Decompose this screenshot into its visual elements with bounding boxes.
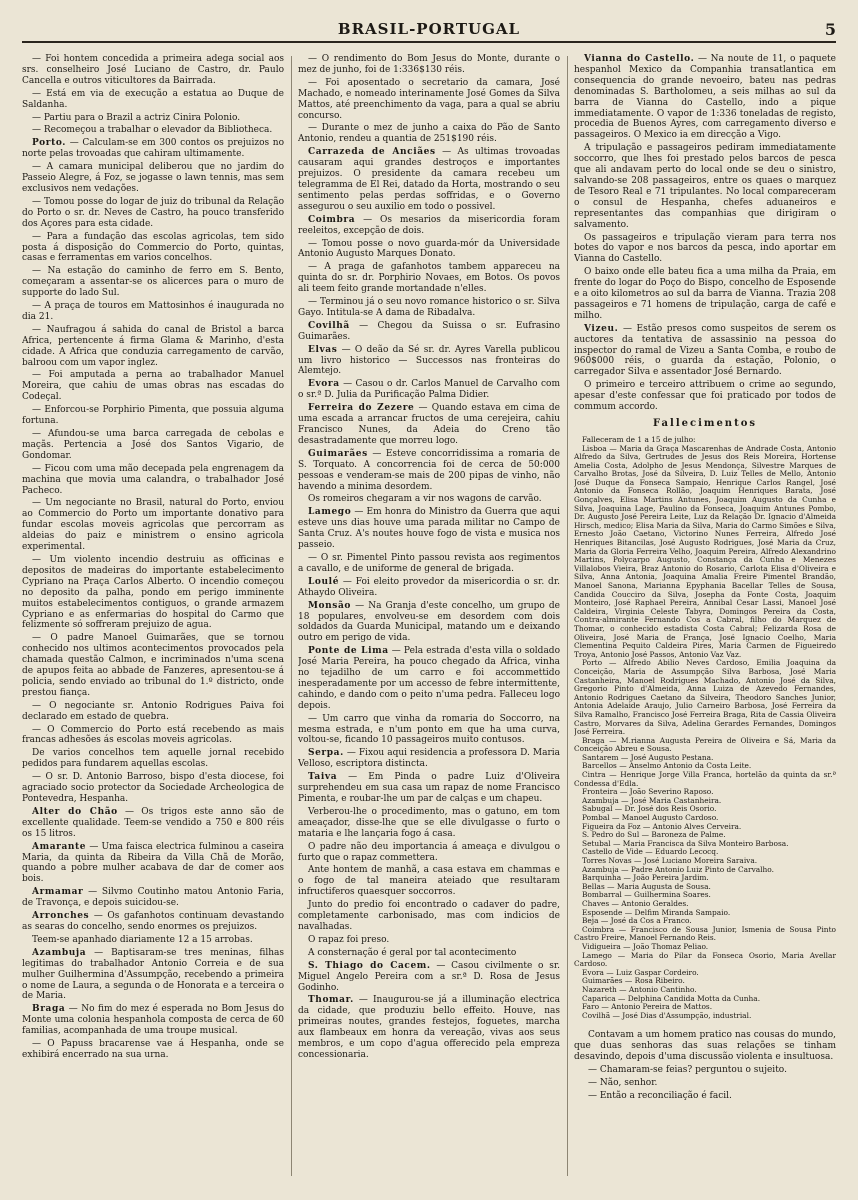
paragraph-text: — A praga de gafanhotos tambem appareceu na quinta do sr. dr. Porphirio Novaes, em Botos. Os povos ali teem feito grande mortandade n'elles.: [298, 262, 560, 295]
place-heading: Lamego: [308, 507, 352, 518]
paragraph-text: De varios concelhos tem aquelle jornal recebido pedidos para fundarem aquellas escolas.: [22, 748, 284, 770]
paragraph-text: — Na estação do caminho de ferro em S. Bento, começaram a assentar-se os alicerces para o muro de supporte do lado Sul.: [22, 266, 284, 299]
news-paragraph: [22, 266, 284, 299]
news-paragraph: [574, 54, 836, 141]
news-paragraph: [22, 807, 284, 840]
obituary-entry: Fronteira — João Severino Raposo.: [582, 787, 714, 797]
obituary-entry: Vidigueira — João Thomaz Peliao.: [582, 941, 709, 951]
news-paragraph: [298, 865, 560, 898]
paragraph-text: — Um violento incendio destruiu as officinas e depositos de madeiras do importante estabelecimento Cypriano na Praça Carlos Alberto. O incendio começou no deposito da palha, pondo em perigo imminente muitos estabelecimentos contiguos, o grande armazem Cypriano e as enfermarias do hospital do Carmo que felizmente só soffreram prejuizo de agua.: [22, 554, 284, 631]
place-heading: Amarante: [32, 841, 87, 852]
paragraph-text: Verberou-lhe o procedimento, mas o gatuno, em tom ameaçador, disse-lhe que se elle divulgasse o furto o mataria e lhe lançaria fogo á casa.: [298, 806, 560, 839]
news-paragraph: [22, 1039, 284, 1061]
news-paragraph: [22, 772, 284, 805]
paragraph-text: — Na noute de 11, o paquete hespanhol Mexico da Companhia transatlantica em consequencia do grande nevoeiro, bateu nas pedras denominadas S. Bartholomeu, a seis milhas ao sul da barra de Vianna do Castello, indo a pique immediatamente. O vapor de 1:336 toneladas de registo, procedia de Buenos Ayres, com carregamento diverso e passageiros. O Mexico ia em direcção a Vigo.: [574, 54, 836, 141]
paragraph-text: — Tomou posse do logar de juiz do tribunal da Relação do Porto o sr. dr. Neves de Castro, ha pouco transferido dos Açores para esta cidade.: [22, 196, 284, 229]
obituary-entry: Bellas — Maria Augusta de Sousa.: [582, 881, 711, 891]
paragraph-text: — A praça de touros em Mattosinhos é inaugurada no dia 21.: [22, 301, 284, 322]
obituary-entry: Barquinha — João Pereira Jardim.: [582, 873, 709, 883]
paragraph-text: Teem-se apanhado diariamente 12 a 15 arrobas.: [32, 934, 253, 945]
news-paragraph: [298, 215, 560, 237]
news-paragraph: [298, 239, 560, 261]
paragraph-text: O rapaz foi preso.: [308, 934, 390, 945]
paragraph-text: — Está em via de execução a estatua ao Duque de Saldanha.: [22, 88, 284, 110]
paragraph-text: — Para a fundação das escolas agricolas, tem sido posta á disposição do Commercio do Porto, quintas, casas e ferramentas em varios concelhos.: [22, 231, 284, 264]
paragraph-text: — O rendimento do Bom Jesus do Monte, durante o mez de junho, foi de 1:336$130 réis.: [298, 54, 560, 75]
paragraph-text: — Ficou com uma mão decepada pela engrenagem da machina que movia uma calandra, o trabalhador José Pacheco.: [22, 463, 284, 496]
paragraph-text: Os romeiros chegaram a vir nos wagons de carvão.: [308, 494, 542, 505]
paragraph-text: A tripulação e passageiros pediram immediatamente soccorro, que lhes foi prestado pelos barcos de pesca que ali andavam perto do local onde se deu o sinistro, salvando-se 208 passageiros, entre os quaes o marquez de Tesoro Real e 71 tripulantes. No local compareceram o consul de Hespanha, chefes aduaneiros e representantes das companhias que dirigiram o salvamento.: [574, 143, 836, 230]
paragraph-text: — Um negociante no Brasil, natural do Porto, enviou ao Commercio do Porto um importante donativo para fundar escolas moveis agricolas que percorram as aldeias do paiz e ministrem o ensino agricola experimental.: [22, 498, 284, 553]
place-heading: Coimbra: [308, 214, 356, 225]
obituary-entry: Coimbra — Francisco de Sousa Junior, Ismenia de Sousa Pinto Castro Freire, Manoel Fernando Reis.: [574, 924, 836, 943]
news-paragraph: [574, 380, 836, 413]
news-paragraph: [298, 403, 560, 447]
news-paragraph: [22, 842, 284, 886]
news-paragraph: [22, 464, 284, 497]
news-paragraph: [22, 887, 284, 909]
obituary-entry: Guimarães — Rosa Ribeiro.: [582, 976, 685, 986]
paragraph-text: O primeiro e terceiro attribuem o crime ao segundo, apesar d'este confessar que foi praticado por todos de commum accordo.: [574, 380, 836, 413]
paragraph-text: — O deão da Sé sr. dr. Ayres Varella publicou um livro historico — Successos nas fronteiras do Alemtejo.: [298, 344, 560, 377]
news-paragraph: [22, 370, 284, 403]
paragraph-text: — As ultimas trovoadas causaram aqui grandes destroços e importantes prejuizos. O presidente da camara recebeu um telegramma de El Rei, datado da Horta, mostrando o seu sentimento pelas perdas soffridas, e o Governo assegurou o seu auxilio em todo o possivel.: [298, 147, 560, 212]
place-heading: Vizeu.: [584, 323, 619, 334]
obituary-entry: Caparica — Delphina Candida Motta da Cunha.: [582, 993, 761, 1003]
paragraph-text: — O Commercio do Porto está recebendo as mais francas adhesões ás escolas moveis agricolas.: [22, 724, 284, 746]
obituary-entry: Pombal — Manoel Augusto Cardoso.: [582, 813, 719, 823]
paragraph-text: — Um carro que vinha da romaria do Soccorro, na mesma estrada, e n'um ponto em que ha uma curva, voltou-se, ficando 10 passageiros muito contusos.: [298, 713, 560, 746]
paragraph-text: — A camara municipal deliberou que no jardim do Passeio Alegre, á Foz, se jogasse o lawn tennis, mas sem exclusivos nem vedações.: [22, 162, 284, 194]
obituary-entry: Beja — José da Cos a Franco.: [582, 916, 692, 926]
obituary-entry: Nazareth — Antonio Cantinho.: [582, 984, 697, 994]
news-paragraph: [22, 125, 284, 136]
paragraph-text: Os passageiros e tripulação vieram para terra nos botes do vapor e nos barcos da pesca, indo aportar em Vianna do Castello.: [574, 232, 836, 265]
article-columns: [22, 54, 836, 1182]
paragraph-text: — O negociante sr. Antonio Rodrigues Paiva foi declarado em estado de quebra.: [22, 700, 284, 722]
paragraph-text: — Na Granja d'este concelho, um grupo de 18 populares, envolveu-se em desordem com dois soldados da Guarda Municipal, matando um e deixando outro em perigo de vida.: [298, 600, 560, 644]
obituary-entry: Sabugal — Dr. José dos Reis Osorio.: [582, 804, 717, 814]
obituary-entry: Barcellos — Anselmo Antonio da Costa Leite.: [582, 761, 752, 771]
news-paragraph: [22, 405, 284, 427]
news-paragraph: [298, 379, 560, 401]
news-paragraph: [298, 78, 560, 122]
obituary-entry: Bombarral — Guilhermina Soares.: [582, 890, 711, 900]
paragraph-text: — O sr. Pimentel Pinto passou revista aos regimentos a cavallo, e de uniforme de general de brigada.: [298, 552, 560, 574]
news-paragraph: [22, 54, 284, 87]
paragraph-text: — Foi aposentado o secretario da camara, José Machado, e nomeado interinamente José Gomes da Silva Mattos, até preenchimento da vaga, para a qual se abriu concurso.: [298, 77, 560, 121]
paragraph-text: — Pela estrada d'esta villa o soldado José Maria Pereira, ha pouco chegado da Africa, vinha no tejadilho de um carro e foi accommettido inesperadamente por um accesso de febre intermittente, cahindo, e dando com o peito n'uma pedra. Falleceu logo depois.: [298, 646, 560, 711]
obituary-entry: Setubal — Maria Francisca da Silva Monteiro Barbosa.: [582, 838, 789, 848]
paragraph-text: — Quando estava em cima de uma escada a arrancar fructos de uma cerejeira, cahiu Francisco Nunes, da Adeia do Creno tão desastradamente que morreu logo.: [298, 403, 560, 446]
news-paragraph: [298, 948, 560, 959]
place-heading: Monsão: [308, 600, 352, 611]
obituary-entry: Azambuja — José Maria Castanheira.: [582, 795, 722, 805]
obituary-entry: Porto — Alfredo Abilio Neves Cardoso, Emilia Joaquina da Conceição, Maria de Assumpção Silva Barbosa, José Maria Castanheira, Manoel Rodrigues Machado, Antonio José da Silva, Gregorio Pinto d'Almeida, Anna Luiza de Azevedo Fernandes, Antonio Rodrigues Caetano da Silveira, Theodoro Sanches Junior, Antonia Adelaide Araujo, Julio Carneiro Barbosa, José Ferreira da Silva Ramalho, Francisco José Ferreira Braga, Rita de Cassia Oliveira Castro, Morvares da Silva, Adelina Gerardes Fernandes, Domingos José Ferreira.: [574, 658, 836, 737]
obituary-entry: Covilhã — José Dias d'Assumpção, industrial.: [582, 1010, 752, 1020]
news-paragraph: [298, 449, 560, 493]
paragraph-text: A consternação é geral por tal acontecimento: [308, 947, 517, 958]
paragraph-text: — Baptisaram-se tres meninas, filhas legitimas do trabalhador Antonio Correia e de sua mulher Guilhermina d'Assumpção, recebendo a primeira o nome de Laura, a segunda o de Honorata e a terceira o de Maria.: [22, 947, 284, 1002]
paragraph-text: — Durante o mez de junho a caixa do Pão de Santo Antonio, rendeu a quantia de 251$190 réis.: [298, 123, 560, 145]
column-2: [298, 54, 560, 1182]
news-paragraph: [22, 89, 284, 111]
paragraph-text: — Partiu para o Brazil a actriz Cinira Polonio.: [32, 112, 241, 123]
obituary-entry: Lamego — Maria do Pilar da Fonseca Osorio, Maria Avellar Cardoso.: [574, 950, 836, 969]
obituary-entry: Santarem — José Augusto Pestana.: [582, 752, 714, 762]
place-heading: Braga: [32, 1004, 66, 1015]
obituary-entry: Torres Novas — José Luciano Moreira Saraiva.: [582, 856, 758, 865]
news-paragraph: [298, 961, 560, 994]
obituary-entry: S. Pedro do Sul — Baroneza de Palme.: [582, 830, 726, 840]
section-heading-fallecimentos: Fallecimentos: [652, 418, 757, 429]
paragraph-text: — O Papuss bracarense vae á Hespanha, onde se exhibirá encerrado na sua urna.: [22, 1039, 284, 1060]
news-paragraph: [22, 725, 284, 747]
news-paragraph: [298, 123, 560, 145]
anecdote-line: Contavam a um homem pratico nas cousas do mundo, que duas senhoras das suas relações se tinham desavindo, depois d'uma discussão violenta e insultuosa.: [574, 1030, 836, 1063]
place-heading: Ponte de Lima: [308, 646, 389, 657]
news-paragraph: [298, 748, 560, 770]
obituary-entry: Braga — M.rianna Augusta Pereira de Oliveira e Sá, Maria da Conceição Abreu e Sousa.: [574, 735, 836, 754]
place-heading: Porto.: [32, 138, 67, 149]
obituary-intro: Falleceram de 1 a 15 de julho:: [582, 434, 696, 444]
place-heading: Ferreira do Zezere: [308, 403, 415, 414]
paragraph-text: — O sr. D. Antonio Barroso, bispo d'esta diocese, foi agraciado socio protector da Sociedade Archeologica de Pontevedra, Hespanha.: [22, 772, 284, 804]
paragraph-text: — Fixou aqui residencia a professora D. Maria Velloso, escriptora distincta.: [298, 748, 560, 770]
news-paragraph: [298, 601, 560, 645]
paragraph-text: — Foi amputada a perna ao trabalhador Manuel Moreira, que cahiu de umas obras nas escadas do Codeçal.: [22, 370, 284, 403]
place-heading: Carrazeda de Anciães: [308, 147, 436, 158]
place-heading: Vianna do Castello.: [584, 54, 695, 64]
news-paragraph: [298, 507, 560, 551]
news-paragraph: [22, 633, 284, 698]
place-heading: Taiva: [308, 772, 338, 783]
anecdote: [574, 1030, 836, 1101]
paragraph-text: — Foi eleito provedor da misericordia o sr. dr. Athaydo Oliveira.: [298, 576, 560, 598]
paragraph-text: — Uma faisca electrica fulminou a caseira Maria, da quinta da Ribeira da Villa Chã de Morão, quando a pobre mulher acabava de dar de comer aos bois.: [22, 841, 284, 885]
news-paragraph: [298, 807, 560, 840]
paragraph-text: Junto do predio foi encontrado o cadaver do padre, completamente carbonisado, mas com indicios de navalhadas.: [298, 900, 560, 932]
place-heading: Guimarães: [308, 448, 368, 459]
news-paragraph: [574, 233, 836, 266]
paragraph-text: — Afundou-se uma barca carregada de cebolas e maçãs. Pertencia a José dos Santos Vigario, de Gondomar.: [22, 429, 284, 461]
paragraph-text: — Naufragou á sahida do canal de Bristol a barca Africa, pertencente á firma Glama & Marinho, d'esta cidade. A Africa que conduzia carregamento de carvão, balroou com um vapor inglez.: [22, 324, 284, 368]
place-heading: Elvas: [308, 344, 338, 355]
paragraph-text: — Terminou já o seu novo romance historico o sr. Silva Gayo. Intitula-se A dama de Ribadalva.: [298, 297, 560, 318]
obituary-list: [574, 436, 836, 1020]
paragraph-text: — Esteve concorridissima a romaria de S. Torquato. A concorrencia foi de cerca de 50:000 pessoas e venderam-se mais de 200 pipas de vinho, não havendo a minima desordem.: [298, 448, 560, 492]
obituary-entry: Chaves — Antonio Geraldes.: [582, 898, 689, 908]
news-paragraph: [22, 935, 284, 946]
obituary-entry: Lisboa — Maria da Graça Mascarenhas de Andrade Costa, Antonio Alfredo da Silva, Gertrudes de Jesus dos Reis Moreira, Hortense Amelia Costa, Adolpho de Jesus Mendonça, Silvestre Marques de Carvalho Brotas, José da Silveira, D. Luiz Telles de Mello, Antonio José Duque da Fonseca Sampaio, Henrique Carlos Rangel, José Antonio da Fonseca Rollão, Joaquim Henriques Barata, José Gonçalves, Elisa Martins Antunes, Joaquim Augusto da Cunha e Silva, Joaquina Lage, Paulino da Fonseca, Joaquim Antunes Pombo, Dr. Augusto José Pereira Leite, Luz da Relação Dr. Ignacio d'Almeida Hirsch, medico; Elisa Maria da Silva, Maria do Carmo Simões e Silva, Ernesto João Caetano, Victorino Nunes Ferreira, Alfredo José Henriques Bitancilas, José Augusto Rodrigues, José Maria da Cruz, Maria da Gloria Ferreira Velho, Joaquim Pereira, Alfredo Alexandrino Martins, Polycarpo Augusto, Constança da Cunha e Menezes Villalobos Vieira, Braz Antonio do Rosario, Carlota Elisa d'Oliveira e Silva, Anna Antonia, Joaquina Amalia Freire Pimentel Brandão, Manoel Sanona, Marianna Epyphania Bacellar Telles de Sousa, Candida Coucciro da Silva, Josepha da Fonte Costa, Joaquim Monteiro, José Raphael Pereira, Annibal Cesar Lassi, Manoel José Caldeira, Virginia Celeste Tabyra, Domingos Pereira da Costa, Contra-almirante Fernando Cos a Cabral, filho do Marquez de Thomar, o conhecido estadista Costa Cabral; Felizarda Rosa de Oliveira, José Maria de França, José Ignacio Coelho, Maria Clementina Pequito Caldeira Pires, Maria Carmen de Figueiredo Troya, Antonio José Passos, Antonio Vaz Vaz.: [574, 443, 836, 659]
news-paragraph: [22, 1004, 284, 1037]
header-rule: [22, 41, 836, 43]
news-paragraph: [298, 900, 560, 933]
paragraph-text: — Enforcou-se Porphirio Pimenta, que possuia alguma fortuna.: [22, 405, 284, 427]
news-paragraph: [22, 948, 284, 1003]
paragraph-text: — Recomeçou a trabalhar o elevador da Bibliotheca.: [32, 125, 273, 136]
news-paragraph: [298, 147, 560, 212]
obituary-entry: Faro — Antonio Pereira de Mattos.: [582, 1002, 713, 1012]
news-paragraph: [298, 553, 560, 575]
news-paragraph: [22, 555, 284, 631]
page-header: [22, 20, 836, 48]
masthead-title: BRASIL-PORTUGAL: [337, 20, 521, 38]
news-paragraph: [298, 494, 560, 505]
place-heading: Serpa.: [308, 748, 344, 759]
obituary-entry: Figueira da Foz — Antonio Alves Cerveira.: [582, 821, 742, 831]
news-paragraph: [22, 113, 284, 124]
anecdote-line: — Não, senhor.: [588, 1077, 658, 1088]
paragraph-text: O padre não deu importancia á ameaça e divulgou o furto que o rapaz commettera.: [298, 841, 560, 863]
paragraph-text: — Os mesarios da misericordia foram reeleitos, excepção de dois.: [298, 214, 560, 236]
news-paragraph: [22, 498, 284, 553]
column-1: [22, 54, 284, 1182]
news-paragraph: [22, 162, 284, 195]
page-number: 5: [824, 20, 836, 39]
news-paragraph: [298, 995, 560, 1060]
paragraph-text: — Estão presos como suspeitos de serem os auctores da tentativa de assassinio na pessoa do inspector do ramal de Vizeu a Santa Comba, e roubo de 960$000 réis, o guarda da estação, Polonio, o carregador Silva e assentador José Bernardo.: [574, 323, 836, 378]
paragraph-text: — Casou o dr. Carlos Manuel de Carvalho com o sr.ª D. Julia da Purificação Palma Didier.: [298, 379, 560, 401]
news-paragraph: [22, 325, 284, 369]
place-heading: Armamar: [32, 887, 84, 898]
news-paragraph: [22, 197, 284, 230]
obituary-entry: Castello de Vide — Eduardo Lecocq.: [582, 847, 719, 857]
obituary-entry: Azambuja — Padre Antonio Luiz Pinto de Carvalho.: [582, 864, 774, 874]
place-heading: Arronches: [32, 911, 90, 922]
news-paragraph: [22, 138, 284, 160]
paragraph-text: — Calculam-se em 300 contos os prejuizos no norte pelas trovoadas que cahiram ultimamente.: [22, 138, 284, 160]
news-paragraph: [574, 267, 836, 322]
news-paragraph: [22, 232, 284, 265]
place-heading: Loulé: [308, 576, 340, 587]
place-heading: S. Thiago do Cacem.: [308, 960, 431, 971]
paragraph-text: — Em Pinda o padre Luiz d'Oliveira surprehendeu em sua casa um rapaz de nome Francisco Pimenta, e roubar-lhe um par de calças e um chapeu.: [298, 772, 560, 804]
paragraph-text: — Em honra do Ministro da Guerra que aqui esteve uns dias houve uma parada militar no Campo de Santa Cruz. A's noutes houve fogo de vista e musica nos passeio.: [298, 507, 560, 551]
paragraph-text: — Os trigos este anno são de excellente qualidade. Teem-se vendido a 750 e 800 réis os 15 litros.: [22, 806, 284, 839]
news-paragraph: [298, 262, 560, 295]
news-paragraph: [298, 54, 560, 76]
paragraph-text: — Chegou da Suissa o sr. Eufrasino Guimarães.: [298, 320, 560, 342]
obituary-entry: Cintra — Henrique Jorge Villa Franca, hortelão da quinta da sr.ª Condessa d'Edla.: [574, 770, 836, 788]
news-paragraph: [22, 748, 284, 770]
place-heading: Alter do Chão: [32, 806, 118, 817]
paragraph-text: — Inaugurou-se já a illuminação electrica da cidade, que produziu bello effeito. Houve, nas primeiras noutes, grandes festejos, foguetes, marcha aux flambeaux em honra da vereação, vivas aos seus membros, e um copo d'agua offerecido pela empreza concessionaria.: [298, 995, 560, 1060]
news-paragraph: [298, 842, 560, 864]
place-heading: Evora: [308, 379, 340, 390]
paragraph-text: Ante hontem de manhã, a casa estava em chammas e o fogo de tal maneira ateiado que resultaram infructiferos quaesquer soccorros.: [298, 865, 560, 898]
news-paragraph: [298, 935, 560, 946]
column-3: [574, 54, 836, 1182]
news-briefs: [574, 54, 836, 413]
anecdote-line: — Então a reconciliação é facil.: [588, 1090, 732, 1101]
paragraph-text: — Foi hontem concedida a primeira adega social aos srs. conselheiro José Luciano de Castro, dr. Paulo Cancella e outros viticultores da Bairrada.: [22, 54, 284, 86]
place-heading: Thomar.: [308, 995, 354, 1006]
obituary-entry: Esposende — Delfim Miranda Sampaio.: [582, 907, 731, 917]
paragraph-text: — Casou civilmente o sr. Miguel Angelo Pereira com a sr.ª D. Rosa de Jesus Godinho.: [298, 960, 560, 993]
news-paragraph: [22, 429, 284, 462]
news-paragraph: [298, 772, 560, 805]
paragraph-text: — Tomou posse o novo guarda-mór da Universidade Antonio Augusto Marques Donato.: [298, 238, 560, 260]
news-paragraph: [22, 301, 284, 323]
news-paragraph: [298, 646, 560, 711]
news-paragraph: [298, 577, 560, 599]
paragraph-text: — Silvmo Coutinho matou Antonio Faria, de Travonça, e depois suicidou-se.: [22, 887, 284, 909]
news-paragraph: [298, 345, 560, 378]
news-paragraph: [574, 324, 836, 379]
anecdote-line: — Chamaram-se feias? perguntou o sujeito.: [588, 1065, 787, 1075]
news-paragraph: [298, 714, 560, 747]
news-paragraph: [22, 911, 284, 933]
news-paragraph: [22, 701, 284, 723]
news-paragraph: [298, 297, 560, 319]
paragraph-text: — O padre Manoel Guimarães, que se tornou conhecido nos ultimos acontecimentos provocados pela chamada questão Calmon, e incriminados n'uma scena de apupos feita ao abbade de Fanzeres, apresentou-se á policia, sendo enviado ao tribunal do 1.º districto, onde prestou fiança.: [22, 633, 284, 698]
place-heading: Covilhã: [308, 320, 350, 331]
paragraph-text: O baixo onde elle bateu fica a uma milha da Praia, em frente do logar do Poço do Bispo, concelho de Esposende e a oito kilometros ao sul da barra de Vianna. Trazia 208 passageiros e 71 homens de tripulação, carga de café e milho.: [574, 267, 836, 321]
paragraph-text: — Os gafanhotos continuam devastando as searas do concelho, sendo enormes os prejuizos.: [22, 911, 284, 932]
paragraph-text: — No fim do mez é esperada no Bom Jesus do Monte uma colonia hespanhola composta de cerca de 60 familias, acompanhada de uma troupe musical.: [22, 1004, 284, 1037]
place-heading: Azambuja: [32, 947, 87, 958]
news-paragraph: [298, 321, 560, 343]
news-paragraph: [574, 143, 836, 230]
obituary-entry: Evora — Luiz Gaspar Cordeiro.: [582, 967, 699, 977]
